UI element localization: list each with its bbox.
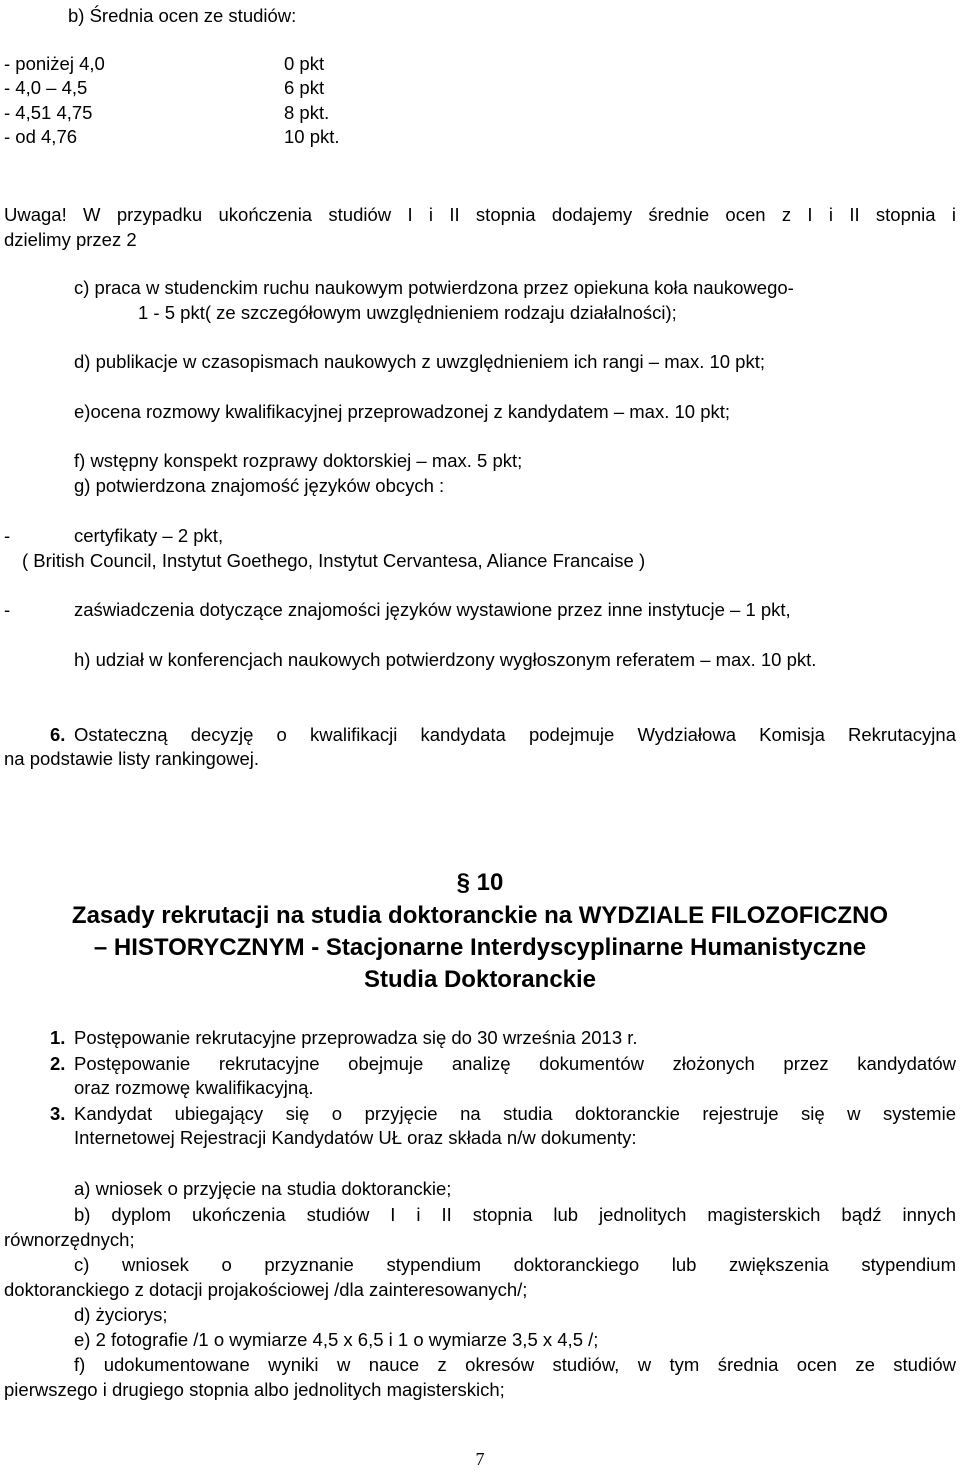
- note-line-1: Uwaga! W przypadku ukończenia studiów I i II stopnia dodajemy średnie ocen z I i II stopnia i: [4, 204, 956, 225]
- document-d: d) życiorys;: [74, 1304, 168, 1325]
- certificates-dash: -: [4, 525, 11, 546]
- document-c-line-1: c) wniosek o przyznanie stypendium doktoranckiego lub zwiększenia stypendium: [74, 1254, 956, 1275]
- point-3-line-1: Kandydat ubiegający się o przyjęcie na studia doktoranckie rejestruje się w systemie: [74, 1103, 956, 1124]
- criterion-h: h) udział w konferencjach naukowych potwierdzony wygłoszonym referatem – max. 10 pkt.: [74, 649, 817, 670]
- grade-points-3: 10 pkt.: [284, 126, 340, 147]
- attestations-dash: -: [4, 599, 11, 620]
- certificates-institutions: ( British Council, Instytut Goethego, Instytut Cervantesa, Aliance Francaise ): [22, 550, 646, 571]
- criterion-c-line-2: 1 - 5 pkt( ze szczegółowym uwzględnieniem rodzaju działalności);: [138, 302, 677, 323]
- grade-points-1: 6 pkt: [284, 77, 325, 98]
- document-b-line-2: równorzędnych;: [4, 1229, 135, 1250]
- grade-range-3: - od 4,76: [4, 126, 78, 147]
- page-number: 7: [475, 1449, 485, 1469]
- point-2-number: 2.: [50, 1053, 66, 1074]
- criterion-e: e)ocena rozmowy kwalifikacyjnej przeprowadzonej z kandydatem – max. 10 pkt;: [74, 401, 731, 422]
- grade-points-2: 8 pkt.: [284, 102, 330, 123]
- section-b-title: b) Średnia ocen ze studiów:: [68, 5, 297, 26]
- grade-range-0: - poniżej 4,0: [4, 53, 105, 74]
- attestations-item: zaświadczenia dotyczące znajomości języków wystawione przez inne instytucje – 1 pkt,: [74, 599, 791, 620]
- document-c-line-2: doktoranckiego z dotacji projakościowej /dla zainteresowanych/;: [4, 1279, 528, 1300]
- item-6-number: 6.: [50, 724, 66, 745]
- section-heading-line-3: Studia Doktoranckie: [363, 966, 597, 993]
- point-1-number: 1.: [50, 1027, 66, 1048]
- certificates-item: certyfikaty – 2 pkt,: [74, 525, 224, 546]
- item-6-line-1: Ostateczną decyzję o kwalifikacji kandydata podejmuje Wydziałowa Komisja Rekrutacyjna: [74, 724, 956, 745]
- section-number: § 10: [456, 869, 504, 896]
- grade-range-1: - 4,0 – 4,5: [4, 77, 88, 98]
- document-f-line-1: f) udokumentowane wyniki w nauce z okresów studiów, w tym średnia ocen ze studiów: [74, 1354, 956, 1375]
- document-e: e) 2 fotografie /1 o wymiarze 4,5 x 6,5 i 1 o wymiarze 3,5 x 4,5 /;: [74, 1329, 599, 1350]
- criterion-d: d) publikacje w czasopismach naukowych z uwzględnieniem ich rangi – max. 10 pkt;: [74, 351, 766, 372]
- note-line-2: dzielimy przez 2: [4, 229, 137, 250]
- point-2-line-1: Postępowanie rekrutacyjne obejmuje analizę dokumentów złożonych przez kandydatów: [74, 1053, 956, 1074]
- document-b-line-1: b) dyplom ukończenia studiów I i II stopnia lub jednolitych magisterskich bądź innych: [74, 1204, 956, 1225]
- criterion-g: g) potwierdzona znajomość języków obcych :: [74, 475, 445, 496]
- grade-range-2: - 4,51 4,75: [4, 102, 93, 123]
- point-1-text: Postępowanie rekrutacyjne przeprowadza się do 30 września 2013 r.: [74, 1027, 638, 1048]
- criterion-c-line-1: c) praca w studenckim ruchu naukowym potwierdzona przez opiekuna koła naukowego-: [74, 277, 794, 298]
- item-6-line-2: na podstawie listy rankingowej.: [4, 748, 260, 769]
- criterion-f: f) wstępny konspekt rozprawy doktorskiej – max. 5 pkt;: [74, 450, 523, 471]
- point-3-line-2: Internetowej Rejestracji Kandydatów UŁ oraz składa n/w dokumenty:: [74, 1127, 637, 1148]
- grade-points-0: 0 pkt: [284, 53, 325, 74]
- point-3-number: 3.: [50, 1103, 66, 1124]
- document-f-line-2: pierwszego i drugiego stopnia albo jednolitych magisterskich;: [4, 1379, 505, 1400]
- document-a: a) wniosek o przyjęcie na studia doktoranckie;: [74, 1178, 452, 1199]
- section-heading-line-2: – HISTORYCZNYM - Stacjonarne Interdyscyplinarne Humanistyczne: [93, 934, 867, 961]
- point-2-line-2: oraz rozmowę kwalifikacyjną.: [74, 1077, 314, 1098]
- section-heading-line-1: Zasady rekrutacji na studia doktoranckie na WYDZIALE FILOZOFICZNO: [71, 902, 889, 929]
